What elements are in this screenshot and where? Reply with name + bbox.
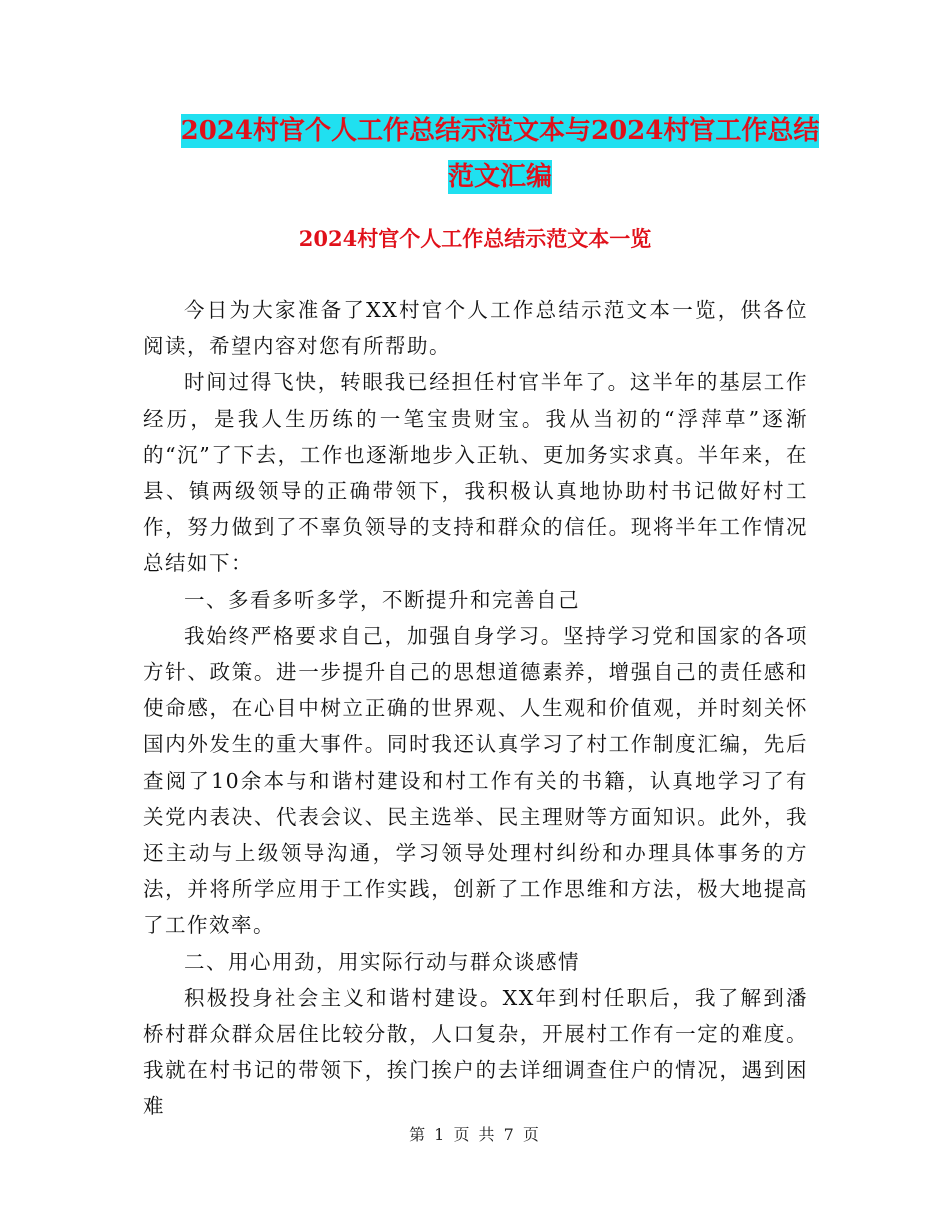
paragraph-section-1: 我始终严格要求自己，加强自身学习。坚持学习党和国家的各项方针、政策。进一步提升自己的思想道德素养，增强自己的责任感和使命感，在心目中树立正确的世界观、人生观和价值观，并时刻关怀国内外发生的重大事件。同时我还认真学习了村工作制度汇编，先后查阅了10余本与和谐村建设和村工作有关的书籍，认真地学习了有关党内表决、代表会议、民主选举、民主理财等方面知识。此外，我还主动与上级领导沟通，学习领导处理村纠纷和办理具体事务的方法，并将所学应用于工作实践，创新了工作思维和方法，极大地提高了工作效率。: [143, 623, 808, 938]
document-title: [140, 108, 860, 200]
title-line-1: 2024村官个人工作总结示范文本与2024村官工作总结: [180, 116, 820, 146]
title-line-2: 范文汇编: [447, 162, 552, 192]
section-title: 2024村官个人工作总结示范文本一览: [298, 226, 652, 251]
paragraph-section-2: 积极投身社会主义和谐村建设。XX年到村任职后，我了解到潘桥村群众群众居住比较分散，人口复杂，开展村工作有一定的难度。我就在村书记的带领下，挨门挨户的去详细调查住户的情况，遇到困难: [143, 985, 808, 1119]
paragraph-overview: 时间过得飞快，转眼我已经担任村官半年了。这半年的基层工作经历，是我人生历练的一笔宝贵财宝。我从当初的“浮萍草”逐渐的“沉”了下去，工作也逐渐地步入正轨、更加务实求真。半年来，在县、镇两级领导的正确带领下，我积极认真地协助村书记做好村工作，努力做到了不辜负领导的支持和群众的信任。现将半年工作情况总结如下：: [143, 370, 808, 576]
heading-section-2: 二、用心用劲，用实际行动与群众谈感情: [184, 949, 580, 974]
body-text: [143, 292, 808, 1125]
page-number-footer: 第 1 页 共 7 页: [409, 1125, 541, 1144]
heading-section-1: 一、多看多听多学，不断提升和完善自己: [184, 587, 580, 612]
paragraph-intro: 今日为大家准备了XX村官个人工作总结示范文本一览，供各位阅读，希望内容对您有所帮助。: [143, 298, 808, 359]
